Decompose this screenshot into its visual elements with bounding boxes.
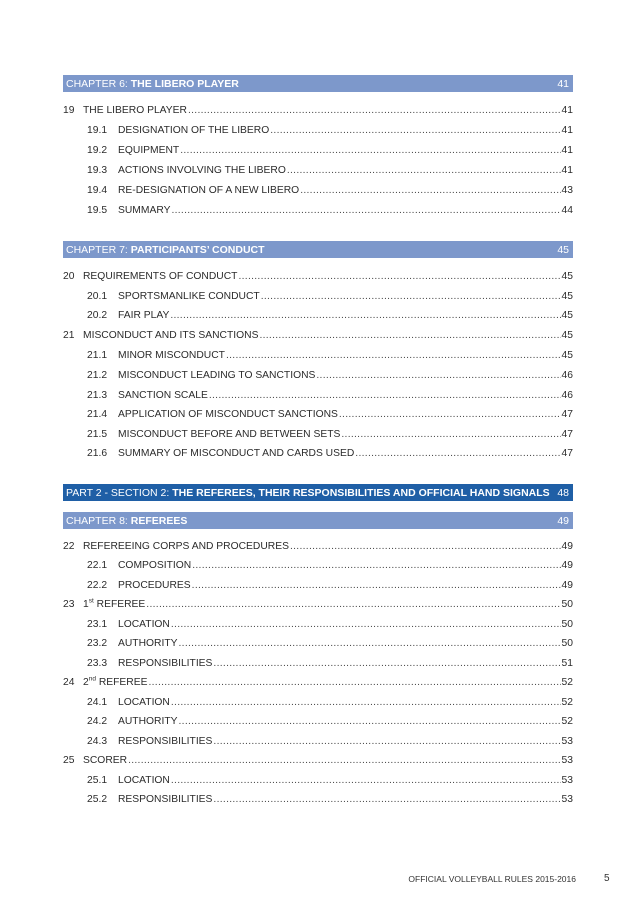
toc-entry-21-1[interactable]: 21.1 MINOR MISCONDUCT ..... 45 [63, 349, 573, 363]
toc-entry-21-6[interactable]: 21.6 SUMMARY OF MISCONDUCT AND CARDS USED ..... 47 [63, 447, 573, 461]
toc-entry-19-5[interactable]: 19.5 SUMMARY ..... 44 [63, 204, 573, 218]
toc-entry-24-2[interactable]: 24.2 AUTHORITY ..... 52 [63, 715, 573, 729]
toc-entry-25-2[interactable]: 25.2 RESPONSIBILITIES ..... 53 [63, 793, 573, 807]
toc-entry-21-2[interactable]: 21.2 MISCONDUCT LEADING TO SANCTIONS ..... 46 [63, 369, 573, 383]
toc-entry-21-4[interactable]: 21.4 APPLICATION OF MISCONDUCT SANCTIONS ..... 47 [63, 408, 573, 422]
toc-entry-20-2[interactable]: 20.2 FAIR PLAY ..... 45 [63, 309, 573, 323]
toc-entry-19-4[interactable]: 19.4 RE-DESIGNATION OF A NEW LIBERO ..... 43 [63, 184, 573, 198]
toc-entry-19-3[interactable]: 19.3 ACTIONS INVOLVING THE LIBERO ..... 41 [63, 164, 573, 178]
page-number: 5 [604, 873, 610, 884]
chapter-7-header[interactable] [63, 241, 573, 258]
part-2-section-2-header[interactable] [63, 484, 573, 501]
toc-entry-22-2[interactable]: 22.2 PROCEDURES ..... 49 [63, 579, 573, 593]
footer-title: OFFICIAL VOLLEYBALL RULES 2015-2016 [408, 874, 576, 884]
chapter-page: 45 [557, 243, 569, 256]
chapter-title: REFEREES [130, 514, 188, 527]
toc-entry-22[interactable]: 22 REFEREEING CORPS AND PROCEDURES ..... 49 [63, 540, 573, 554]
toc-entry-23-3[interactable]: 23.3 RESPONSIBILITIES ..... 51 [63, 657, 573, 671]
toc-entry-25[interactable]: 25 SCORER ..... 53 [63, 754, 573, 768]
toc-entry-25-1[interactable]: 25.1 LOCATION ..... 53 [63, 774, 573, 788]
toc-entry-23-1[interactable]: 23.1 LOCATION ..... 50 [63, 618, 573, 632]
toc-entry-21-3[interactable]: 21.3 SANCTION SCALE ..... 46 [63, 389, 573, 403]
chapter-prefix: CHAPTER 6: [66, 77, 131, 90]
toc-entry-22-1[interactable]: 22.1 COMPOSITION ..... 49 [63, 559, 573, 573]
chapter-6-header[interactable] [63, 75, 573, 92]
toc-entry-20-1[interactable]: 20.1 SPORTSMANLIKE CONDUCT ..... 45 [63, 290, 573, 304]
chapter-title: PARTICIPANTS’ CONDUCT [130, 243, 265, 256]
toc-entry-19-2[interactable]: 19.2 EQUIPMENT ..... 41 [63, 144, 573, 158]
toc-entry-20[interactable]: 20 REQUIREMENTS OF CONDUCT ..... 45 [63, 270, 573, 284]
toc-entry-23[interactable]: 23 1st REFEREE ..... 50 [63, 598, 573, 612]
part-title: THE REFEREES, THEIR RESPONSIBILITIES AND OFFICIAL HAND SIGNALS [172, 486, 550, 499]
part-prefix: PART 2 - SECTION 2: [66, 486, 173, 499]
chapter-prefix: CHAPTER 7: [66, 243, 131, 256]
toc-entry-24[interactable]: 24 2nd REFEREE ..... 52 [63, 676, 573, 690]
chapter-title: THE LIBERO PLAYER [130, 77, 239, 90]
toc-entry-21-5[interactable]: 21.5 MISCONDUCT BEFORE AND BETWEEN SETS ..... 47 [63, 428, 573, 442]
toc-entry-21[interactable]: 21 MISCONDUCT AND ITS SANCTIONS ..... 45 [63, 329, 573, 343]
toc-entry-19-1[interactable]: 19.1 DESIGNATION OF THE LIBERO ..... 41 [63, 124, 573, 138]
chapter-8-header[interactable] [63, 512, 573, 529]
toc-entry-19[interactable]: 19 THE LIBERO PLAYER ..... 41 [63, 104, 573, 118]
part-page: 48 [557, 486, 569, 499]
chapter-page: 41 [557, 77, 569, 90]
toc-entry-24-1[interactable]: 24.1 LOCATION ..... 52 [63, 696, 573, 710]
chapter-prefix: CHAPTER 8: [66, 514, 131, 527]
chapter-page: 49 [557, 514, 569, 527]
toc-entry-23-2[interactable]: 23.2 AUTHORITY ..... 50 [63, 637, 573, 651]
toc-entry-24-3[interactable]: 24.3 RESPONSIBILITIES ..... 53 [63, 735, 573, 749]
